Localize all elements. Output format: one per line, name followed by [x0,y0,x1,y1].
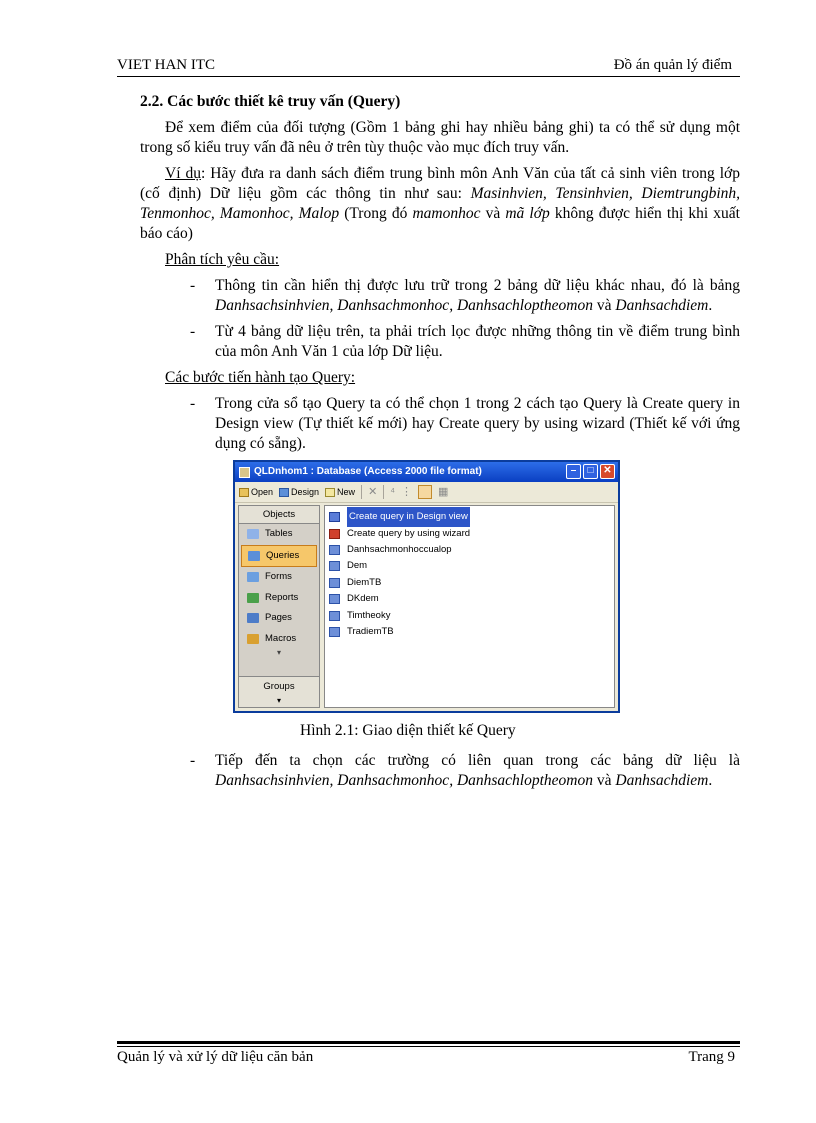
objects-reports-label: Reports [265,591,299,603]
section-title: 2.2. Các bước thiết kê truy vấn (Query) [140,93,401,110]
objects-queries[interactable] [241,545,317,568]
bullet-dash: - [190,752,196,769]
page-number: Trang 9 [688,1049,735,1065]
bullet-text: Từ 4 bảng dữ liệu trên, ta phải trích lọc được những thông tin về điểm trung bình của môn Anh Văn 1 của lớp Dữ liệu. [215,323,740,360]
page-content [140,92,740,797]
query-icon [329,611,340,621]
steps-heading: Các bước tiến hành tạo Query: [165,369,356,386]
page-icon [247,613,259,623]
new-icon [325,488,335,497]
bullet-text: Thông tin cần hiển thị được lưu trữ trong 2 bảng dữ liệu khác nhau, đó là bảng [215,277,740,294]
queries-list [324,505,615,708]
delete-icon[interactable]: ✕ [368,486,378,498]
query-label: DiemTB [347,576,382,588]
example-label: Ví dụ [165,165,201,182]
example-field1: mamonhoc [412,205,481,222]
close-button[interactable]: ✕ [600,464,615,479]
design-label: Design [291,487,320,497]
objects-macros[interactable] [239,629,319,650]
design-button[interactable] [279,482,319,502]
analysis-bullet-2 [140,322,740,362]
query-label: Create query in Design view [347,507,470,527]
objects-pages-label: Pages [265,612,292,624]
list-item[interactable] [325,624,614,640]
access-database-window [233,460,620,713]
wizard-icon [329,529,340,539]
query-icon [329,545,340,555]
list-view-icon[interactable] [418,485,432,499]
groups-label: Groups [263,681,295,692]
window-title: QLDnhom1 : Database (Access 2000 file format) [254,466,482,477]
bullet-ital: Danhsachsinhvien, Danhsachmonhoc, Danhsachloptheomon [215,772,593,789]
objects-forms[interactable] [239,567,319,588]
window-toolbar [235,482,618,503]
page-header [117,57,740,77]
open-icon [239,488,249,497]
bullet-dash: - [190,323,196,340]
objects-pages[interactable] [239,608,319,629]
analysis-bullet-1 [140,276,740,316]
query-icon [329,594,340,604]
query-label: Create query by using wizard [347,527,471,539]
bullet-text: Tiếp đến ta chọn các trường có liên quan trong các bảng dữ liệu là [215,752,740,769]
intro-paragraph: Để xem điểm của đối tượng (Gồm 1 bảng ghi hay nhiều bảng ghi) ta có thể sử dụng một trong số kiểu truy vấn đã nêu ở trên tùy thuộc vào mục đích truy vấn. [140,119,740,156]
example-fields: Masinhvien, Tensinhvien, Diemtrungbinh, Tenmonhoc, Mamonhoc, Malop [140,185,740,222]
header-rule [117,76,740,77]
maximize-button[interactable]: □ [583,464,598,479]
open-label: Open [251,487,274,497]
objects-queries-label: Queries [266,549,300,561]
bullet-end: . [708,297,713,314]
scroll-down-icon[interactable]: ▾ [276,648,281,657]
toolbar-separator [361,485,362,499]
window-controls [566,464,615,479]
window-body [238,505,615,708]
footer-rule-thick [117,1041,740,1044]
report-icon [247,593,259,603]
small-icons-icon[interactable]: ⋮ [401,486,413,498]
minimize-button[interactable]: – [566,464,581,479]
query-label: TradiemTB [347,625,394,637]
query-icon [248,551,260,561]
example-text2: (Trong đó [339,205,413,222]
figure-caption: Hình 2.1: Giao diện thiết kế Query [300,722,516,739]
database-icon [239,467,250,478]
objects-panel [238,505,320,708]
bullet-ital2: Danhsachdiem [615,297,709,314]
bullet-ital: Danhsachsinhvien, Danhsachmonhoc, Danhsachloptheomon [215,297,593,314]
header-left: VIET HAN ITC [117,57,216,73]
objects-header[interactable]: Objects [239,506,319,524]
macro-icon [247,634,259,644]
bullet-mid: và [592,772,616,789]
design-icon [279,488,289,497]
query-label: Danhsachmonhoccualop [347,543,452,555]
query-icon [329,627,340,637]
new-button[interactable] [325,482,355,502]
bullet-end: . [708,772,713,789]
analysis-heading: Phân tích yêu cầu: [165,251,280,268]
footer-left: Quản lý và xử lý dữ liệu căn bản [117,1049,314,1065]
footer-rule-thin [117,1046,740,1047]
bullet-dash: - [190,277,196,294]
details-view-icon[interactable]: ▦ [438,486,449,498]
query-icon [329,561,340,571]
query-label: Dem [347,560,368,572]
header-right: Đồ án quản lý điểm [613,57,732,73]
example-text1: : Hãy đưa ra danh sách điểm trung bình môn Anh Văn của tất cả sinh viên trong lớp (cố định) Dữ liệu gồm các thông tin như sau: [140,165,740,202]
toolbar-separator [383,485,384,499]
list-item[interactable] [325,542,614,558]
form-icon [247,572,259,582]
window-titlebar [235,462,618,482]
bullet-ital2: Danhsachdiem [615,772,709,789]
steps-bullet-1 [140,394,740,454]
bullet-mid: và [592,297,616,314]
example-paragraph [140,164,740,244]
query-label: DKdem [347,593,379,605]
objects-tables-label: Tables [265,528,293,540]
groups-chevron-icon: ▾ [276,696,281,705]
example-field2: mã lớp [505,205,550,222]
new-label: New [337,487,356,497]
example-text3: không được hiển thị khi xuất báo cáo) [140,205,740,242]
objects-macros-label: Macros [265,632,297,644]
query-icon [329,578,340,588]
open-button[interactable] [239,482,273,502]
table-icon [247,529,259,539]
objects-tables[interactable] [239,524,319,545]
query-label: Timtheoky [347,609,391,621]
bullet-dash: - [190,395,196,412]
example-and: và [480,205,506,222]
objects-reports[interactable] [239,588,319,609]
steps-bullet-2 [140,751,740,791]
bullet-text: Trong cửa sổ tạo Query ta có thể chọn 1 trong 2 cách tạo Query là Create query in Design view (Tự thiết kế mới) hay Create query by using wizard (Thiết kế với ứng dụng có sẵng). [215,395,740,452]
objects-forms-label: Forms [265,571,292,583]
groups-section[interactable] [239,676,319,707]
design-view-icon [329,512,340,522]
large-icons-icon[interactable]: ⁴ [390,486,396,498]
